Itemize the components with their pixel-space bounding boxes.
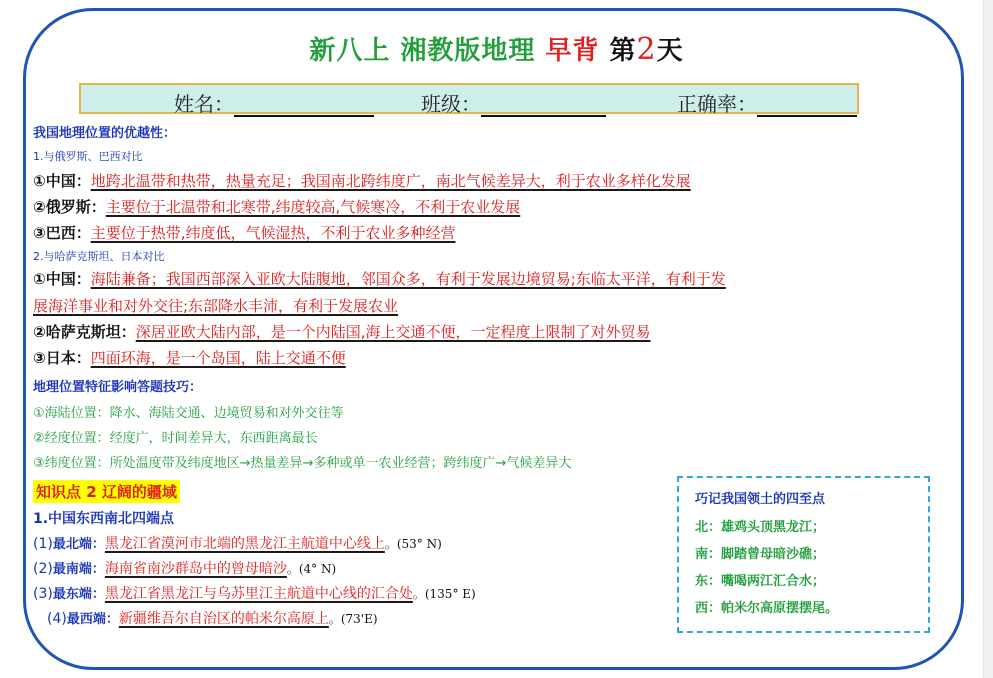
compare2-china-label: ①中国： (33, 270, 91, 288)
class-label: 班级： (421, 92, 481, 116)
compare2-kazakhstan (33, 321, 650, 342)
extreme-north-num: (1) (33, 536, 53, 552)
name-blank[interactable] (234, 93, 374, 117)
tip-sea-land: ①海陆位置：降水、海陆交通、边境贸易和对外交往等 (33, 406, 344, 421)
compare2-japan (33, 347, 346, 368)
extreme-south (33, 558, 336, 578)
extreme-south-label: 最南端： (52, 562, 105, 577)
compare1-russia (33, 196, 520, 217)
compare1-china-label: ①中国： (33, 172, 91, 190)
knowledge-point-banner: 知识点 2 辽阔的疆域 (33, 480, 180, 503)
extreme-east (33, 583, 476, 603)
tip-latitude: ③纬度位置：所处温度带及纬度地区→热量差异→多种或单一农业经营；跨纬度广→气候差异大 (33, 456, 572, 471)
compare1-brazil-answer: 主要位于热带,纬度低，气候湿热，不利于农业多种经营 (90, 224, 456, 242)
extreme-east-answer: 黑龙江省黑龙江与乌苏里江主航道中心线的汇合处 (104, 586, 413, 602)
compare1-brazil-label: ③巴西： (33, 224, 91, 242)
mnemonic-west: 西：帕米尔高原摆摆尾。 (695, 601, 839, 616)
compare2-china-answer-line2: 展海洋事业和对外交往;东部降水丰沛，有利于发展农业 (33, 297, 399, 315)
title-morning-recite: 早背 (545, 36, 600, 66)
title-day-number: 2 (636, 32, 657, 67)
accuracy-field (677, 88, 857, 117)
compare1-russia-answer: 主要位于北温带和北寒带,纬度较高,气候寒冷，不利于农业发展 (105, 198, 521, 216)
extreme-north-coord: 。(53° N) (384, 537, 442, 551)
tip-longitude: ②经度位置：经度广，时间差异大，东西距离最长 (33, 431, 318, 446)
extremes-heading: 1.中国东西南北四端点 (33, 511, 175, 527)
extreme-north (33, 533, 442, 553)
student-info-bar (79, 83, 859, 114)
accuracy-label: 正确率： (677, 92, 757, 116)
compare1-china (33, 170, 691, 191)
mnemonic-box (677, 476, 930, 633)
extreme-west-label: 最西端： (66, 612, 119, 627)
mnemonic-east: 东：嘴喝两江汇合水； (695, 574, 826, 589)
class-blank[interactable] (481, 93, 606, 117)
extreme-west (47, 608, 378, 628)
extreme-east-label: 最东端： (52, 587, 105, 602)
mnemonic-south: 南：脚踏曾母暗沙礁； (695, 547, 826, 562)
name-label: 姓名： (174, 92, 234, 116)
title-di: 第 (609, 36, 637, 66)
compare2-china-answer-line1: 海陆兼备；我国西部深入亚欧大陆腹地，邻国众多，有利于发展边境贸易;东临太平洋，有利于发 (90, 270, 726, 288)
scrollbar[interactable] (983, 0, 993, 678)
compare2-kazakhstan-answer: 深居亚欧大陆内部，是一个内陆国,海上交通不便，一定程度上限制了对外贸易 (135, 323, 651, 341)
compare2-kazakhstan-label: ②哈萨克斯坦： (33, 323, 136, 341)
extreme-south-answer: 海南省南沙群岛中的曾母暗沙 (104, 561, 287, 577)
compare2-china (33, 268, 726, 289)
extreme-east-coord: 。(135° E) (412, 587, 476, 601)
extreme-north-answer: 黑龙江省漠河市北端的黑龙江主航道中心线上 (104, 536, 385, 552)
compare1-heading: 1.与俄罗斯、巴西对比 (33, 150, 143, 163)
compare2-heading: 2.与哈萨克斯坦、日本对比 (33, 250, 165, 263)
compare1-brazil (33, 222, 455, 243)
title-subject: 新八上 湘教版地理 (309, 36, 536, 66)
extreme-west-num: (4) (47, 611, 67, 627)
compare2-japan-label: ③日本： (33, 349, 91, 367)
extreme-south-coord: 。(4° N) (286, 562, 337, 576)
extreme-west-answer: 新疆维吾尔自治区的帕米尔高原上 (118, 611, 329, 627)
section1-heading: 我国地理位置的优越性： (33, 126, 177, 141)
extreme-east-num: (3) (33, 586, 53, 602)
class-field (421, 88, 606, 117)
title-tian: 天 (656, 36, 684, 66)
extreme-west-coord: 。(73'E) (328, 612, 378, 626)
accuracy-blank[interactable] (757, 93, 857, 117)
section2-heading: 地理位置特征影响答题技巧： (33, 380, 203, 395)
page-title (0, 30, 993, 67)
mnemonic-north: 北：雄鸡头顶黑龙江； (695, 520, 826, 535)
compare2-japan-answer: 四面环海，是一个岛国，陆上交通不便 (90, 349, 346, 367)
compare1-russia-label: ②俄罗斯： (33, 198, 106, 216)
compare2-china-cont (33, 295, 398, 316)
mnemonic-title: 巧记我国领土的四至点 (695, 492, 826, 507)
extreme-north-label: 最北端： (52, 537, 105, 552)
compare1-china-answer: 地跨北温带和热带，热量充足；我国南北跨纬度广，南北气候差异大，利于农业多样化发展 (90, 172, 691, 190)
extreme-south-num: (2) (33, 561, 53, 577)
name-field (174, 88, 374, 117)
